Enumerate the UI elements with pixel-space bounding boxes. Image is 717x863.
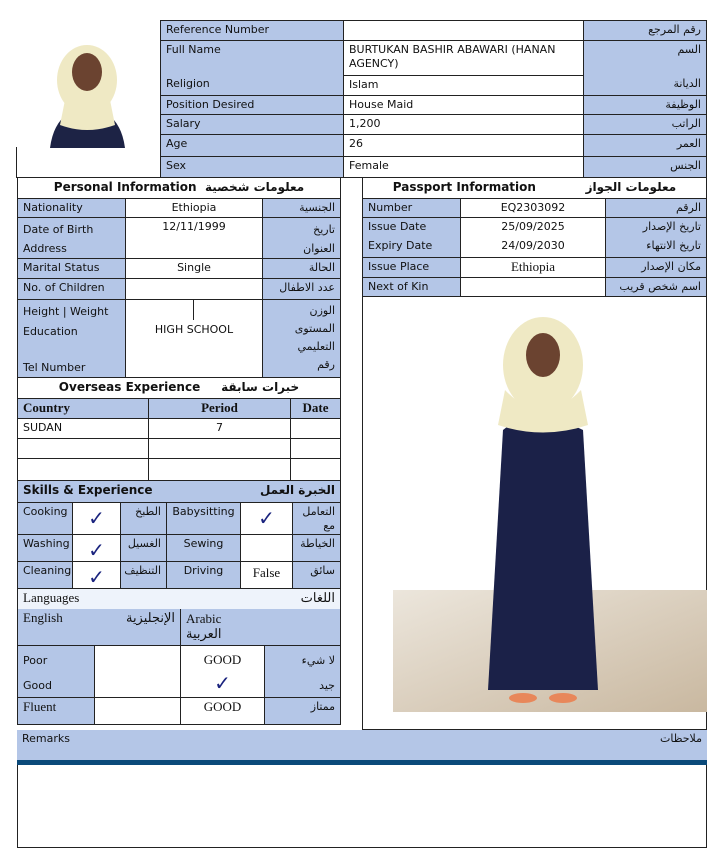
- divider: [193, 300, 194, 320]
- marital-value: Single: [125, 258, 263, 279]
- skill-value: False: [240, 561, 293, 589]
- poor-ar: لا شيء: [301, 654, 335, 667]
- passport-value: [460, 277, 606, 297]
- position-value: House Maid: [343, 95, 584, 115]
- english-fluent-cell: [94, 697, 181, 725]
- dob-label: Date of Birth: [23, 223, 94, 236]
- english-ar: الإنجليزية: [125, 610, 175, 625]
- personal-info-header: [17, 177, 341, 199]
- arabic-level-cell: [180, 645, 265, 698]
- label: [17, 299, 126, 378]
- table-cell: [148, 458, 291, 481]
- arabic-fluent-value: GOOD: [180, 697, 265, 725]
- fluent-label: Fluent: [17, 697, 95, 725]
- height-weight-label: Height | Weight: [23, 305, 109, 318]
- dob-ar: تاريخ: [313, 223, 335, 236]
- tel-label: Tel Number: [23, 361, 86, 374]
- passport-value: Ethiopia: [460, 257, 606, 278]
- skill-label: سائق: [292, 561, 341, 589]
- passport-label: Issue Date: [362, 217, 461, 238]
- full-body-photo-frame: [362, 296, 707, 730]
- skill-label: الخياطة: [292, 534, 341, 562]
- education-label: Education: [23, 325, 78, 338]
- salary-value: 1,200: [343, 114, 584, 135]
- passport-value: EQ2303092: [460, 198, 606, 218]
- label-ar: رقم المرجع: [583, 20, 707, 41]
- passport-ar: تاريخ الإصدار: [605, 217, 707, 238]
- arabic-ar: العربية: [186, 626, 222, 641]
- passport-ar: مكان الإصدار: [605, 257, 707, 278]
- label: Reference Number: [160, 20, 344, 41]
- label-ar: [583, 40, 707, 96]
- skill-label: التعامل مع: [292, 502, 341, 535]
- label: No. of Children: [17, 278, 126, 300]
- full-body-photo: [393, 310, 707, 712]
- remarks-ar: ملاحظات: [660, 732, 702, 745]
- passport-value: 25/09/2025: [460, 217, 606, 238]
- remarks-label: Remarks: [22, 732, 70, 745]
- label-ar: [262, 217, 341, 259]
- skill-label: Washing: [17, 534, 73, 562]
- check-icon: ✓: [72, 561, 121, 589]
- table-cell: [148, 438, 291, 459]
- label: Salary: [160, 114, 344, 135]
- check-icon: ✓: [72, 502, 121, 535]
- age-value: 26: [343, 134, 584, 157]
- table-cell: [17, 438, 149, 459]
- arabic-poor-value: GOOD: [203, 652, 242, 667]
- good-ar: جيد: [319, 679, 335, 692]
- poor-label: Poor: [23, 654, 48, 667]
- label-ar: [262, 299, 341, 378]
- skills-header: [17, 480, 341, 503]
- col-period: Period: [148, 398, 291, 419]
- skill-label: Cooking: [17, 502, 73, 535]
- table-cell: [17, 458, 149, 481]
- table-cell: 7: [148, 418, 291, 439]
- label-ar: الحالة: [262, 258, 341, 279]
- arabic-label: Arabic: [186, 611, 222, 626]
- passport-label: Issue Place: [362, 257, 461, 278]
- label-ar: [264, 645, 341, 698]
- arabic-header: [180, 609, 341, 646]
- title: Personal Information: [53, 180, 197, 194]
- table-cell: SUDAN: [17, 418, 149, 439]
- nationality-value: Ethiopia: [125, 198, 263, 218]
- passport-ar: تاريخ الانتهاء: [605, 237, 707, 258]
- title: Languages: [23, 590, 80, 605]
- table-cell: [290, 458, 341, 481]
- hw-ar: الوزن: [309, 304, 335, 317]
- passport-value: 24/09/2030: [460, 237, 606, 258]
- address-label: Address: [23, 242, 67, 255]
- headshot-photo: [30, 30, 145, 148]
- skill-label: الطبخ: [120, 502, 167, 535]
- label-ar: الجنسية: [262, 198, 341, 218]
- education-value: HIGH SCHOOL: [125, 299, 263, 378]
- good-label: Good: [23, 679, 52, 692]
- remarks-header: [17, 730, 707, 761]
- label-ar: الجنس: [583, 156, 707, 178]
- english-header: [17, 609, 181, 646]
- tel-ar: رقم: [317, 358, 335, 371]
- col-date: Date: [290, 398, 341, 419]
- english-level-cell: [94, 645, 181, 698]
- passport-ar: اسم شخص قريب: [605, 277, 707, 297]
- label: Position Desired: [160, 95, 344, 115]
- title-ar: معلومات الجواز: [585, 180, 677, 194]
- full-name-label: Full Name: [166, 43, 221, 56]
- label-ar: الوظيفة: [583, 95, 707, 115]
- title: Skills & Experience: [23, 483, 153, 497]
- languages-header: [17, 588, 341, 610]
- passport-label: Next of Kin: [362, 277, 461, 297]
- col-country: Country: [17, 398, 149, 419]
- label-ar: عدد الاطفال: [262, 278, 341, 300]
- label: Age: [160, 134, 344, 157]
- full-name-ar: السم: [677, 43, 701, 56]
- check-icon: ✓: [72, 534, 121, 562]
- address-ar: العنوان: [303, 242, 335, 255]
- overseas-header: [17, 377, 341, 399]
- english-label: English: [23, 610, 63, 625]
- skill-label: Driving: [166, 561, 241, 589]
- passport-ar: الرقم: [605, 198, 707, 218]
- title: Overseas Experience: [58, 380, 201, 394]
- label: Marital Status: [17, 258, 126, 279]
- table-cell: [290, 418, 341, 439]
- reference-number-value: [343, 20, 584, 41]
- religion-value: Islam: [343, 75, 584, 96]
- passport-label: Number: [362, 198, 461, 218]
- title-ar: اللغات: [300, 590, 335, 605]
- passport-label: Expiry Date: [362, 237, 461, 258]
- passport-header: [362, 177, 707, 199]
- sex-value: Female: [343, 156, 584, 178]
- full-name-value: BURTUKAN BASHIR ABAWARI (HANAN AGENCY): [343, 40, 584, 76]
- label-ar: الراتب: [583, 114, 707, 135]
- title: Passport Information: [392, 180, 536, 194]
- religion-label: Religion: [166, 77, 210, 90]
- check-icon: ✓: [214, 673, 231, 695]
- label: Sex: [160, 156, 344, 178]
- divider: [16, 147, 17, 178]
- title-ar: خبرات سابقة: [221, 380, 300, 394]
- religion-ar: الديانة: [673, 77, 701, 90]
- skill-label: Cleaning: [17, 561, 73, 589]
- title-ar: معلومات شخصية: [204, 180, 305, 194]
- education-ar: المستوى التعليمي: [294, 322, 335, 353]
- title-ar: الخبرة العمل: [259, 483, 335, 497]
- remarks-field[interactable]: [17, 765, 707, 848]
- label: [17, 217, 126, 259]
- label: Nationality: [17, 198, 126, 218]
- label: [17, 645, 95, 698]
- fluent-ar: ممتاز: [264, 697, 341, 725]
- children-value: [125, 278, 263, 300]
- dob-value: 12/11/1999: [125, 217, 263, 259]
- check-icon: ✓: [240, 502, 293, 535]
- skill-label: Sewing: [166, 534, 241, 562]
- skill-label: Babysitting: [166, 502, 241, 535]
- skill-value: [240, 534, 293, 562]
- label: [160, 40, 344, 96]
- skill-label: الغسيل: [120, 534, 167, 562]
- label-ar: العمر: [583, 134, 707, 157]
- skill-label: التنظيف: [120, 561, 167, 589]
- table-cell: [290, 438, 341, 459]
